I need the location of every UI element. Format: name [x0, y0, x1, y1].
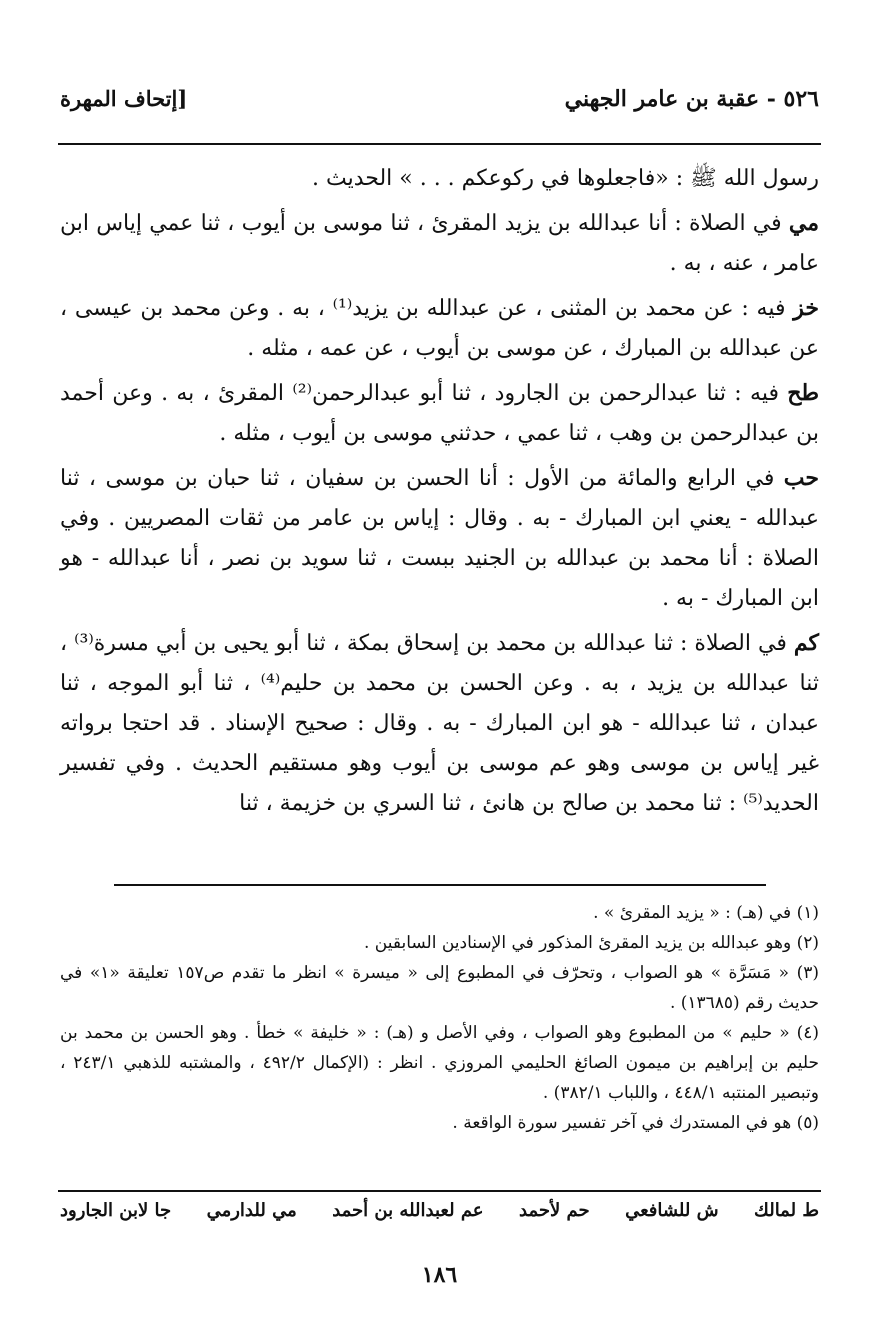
footnote-rule [114, 884, 766, 886]
footnote: (٣) « مَسَرَّة » هو الصواب ، وتحرّف في المطبوع إلى « ميسرة » انظر ما تقدم ص١٥٧ تعليقة «١» في حديث رقم (١٣٦٨٥) . [60, 963, 819, 1013]
paragraph: رسول الله ﷺ : «فاجعلوها في ركوعكم . . . » الحديث . [311, 166, 819, 191]
footnote: (٤) « حليم » من المطبوع وهو الصواب ، وفي الأصل و (هـ) : « خليفة » خطأ . وهو الحسن بن محمد بن حليم بن إبراهيم بن ميمون الصائغ الحليمي المروزي . انظر : (الإكمال ٤٩٢/٢ ، والمشتبه للذهبي ٢٤٣/١ ، وتبصير المنتبه ٤٤٨/١ ، واللباب ٣٨٢/١) . [60, 1023, 820, 1103]
main-text [60, 158, 819, 828]
footnote: (٢) وهو عبدالله بن يزيد المقرئ المذكور في الإسنادين السابقين . [363, 933, 819, 953]
page-number: ١٨٦ [421, 1262, 458, 1288]
book-title: [إتحاف المهرة [60, 86, 188, 111]
footnote: (١) في (هـ) : « يزيد المقرئ » . [593, 903, 819, 923]
footnote: (٥) هو في المستدرك في آخر تفسير سورة الواقعة . [452, 1113, 819, 1133]
sigla-key [60, 1200, 819, 1236]
siglum: ش للشافعي [625, 1200, 719, 1221]
siglum: حم لأحمد [519, 1200, 590, 1221]
paragraph: مي في الصلاة : أنا عبدالله بن يزيد المقرئ ، ثنا موسى بن أيوب ، ثنا عمي إياس ابن عامر ، عنه ، به . [60, 210, 819, 276]
paragraph: كم في الصلاة : ثنا عبدالله بن محمد بن إسحاق بمكة ، ثنا أبو يحيى بن أبي مسرة⁽³⁾ ، ثنا عبدالله بن يزيد ، به . وعن الحسن بن محمد بن حليم⁽⁴⁾ ، ثنا أبو الموجه ، ثنا عبدان ، ثنا عبدالله - هو ابن المبارك - به . وقال : صحيح الإسناد . قد احتجا برواته غير إياس بن موسى وهو عم موسى بن أيوب وهو مستقيم الحديث . وفي تفسير الحديد⁽⁵⁾ : ثنا محمد بن صالح بن هانئ ، ثنا السري بن خزيمة ، ثنا [60, 630, 819, 816]
siglum: ط لمالك [754, 1200, 819, 1221]
paragraph: حب في الرابع والمائة من الأول : أنا الحسن بن سفيان ، ثنا حبان بن موسى ، ثنا عبدالله - يعني ابن المبارك - به . وقال : إياس بن عامر من ثقات المصريين . وفي الصلاة : أنا محمد بن عبدالله بن الجنيد ببست ، ثنا سويد بن نصر ، أنا عبدالله - هو ابن المبارك - به . [60, 465, 819, 611]
header-rule [58, 143, 821, 145]
footnotes [60, 898, 819, 1138]
running-header [60, 86, 819, 126]
siglum: جا لابن الجارود [60, 1200, 172, 1221]
paragraph: طح فيه : ثنا عبدالرحمن بن الجارود ، ثنا أبو عبدالرحمن⁽²⁾ المقرئ ، به . وعن أحمد بن عبدالرحمن بن وهب ، ثنا عمي ، حدثني موسى بن أيوب ، مثله . [60, 380, 819, 446]
sigla-rule [58, 1190, 821, 1192]
siglum: مي للدارمي [206, 1200, 297, 1221]
siglum: عم لعبدالله بن أحمد [332, 1200, 484, 1221]
paragraph: خز فيه : عن محمد بن المثنى ، عن عبدالله بن يزيد⁽¹⁾ ، به . وعن محمد بن عيسى ، عن عبدالله بن المبارك ، عن موسى بن أيوب ، عن عمه ، مثله . [60, 295, 820, 361]
chapter-title: ٥٢٦ - عقبة بن عامر الجهني [564, 86, 819, 112]
